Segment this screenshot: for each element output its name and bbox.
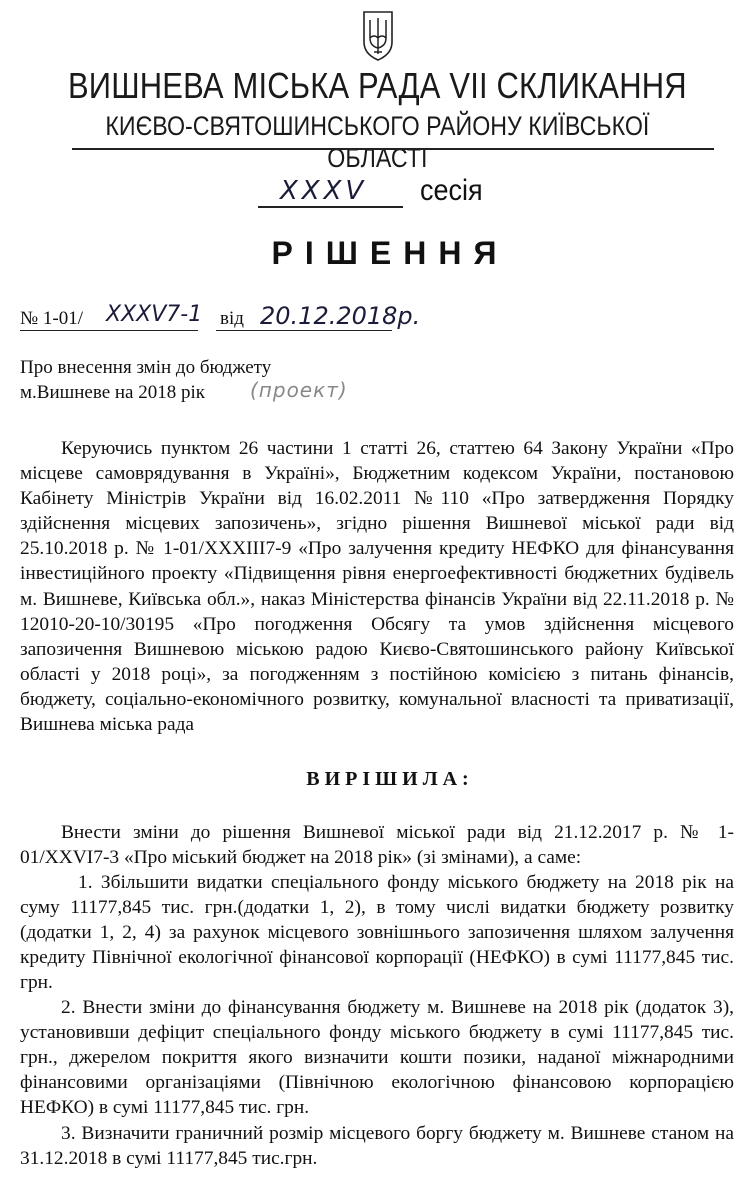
decision-title: РІШЕННЯ — [271, 235, 509, 271]
decision-number-underline — [20, 330, 198, 331]
council-title: ВИШНЕВА МІСЬКА РАДА VII СКЛИКАННЯ — [67, 65, 687, 106]
intro-paragraph: Внести зміни до рішення Вишневої міської ради від 21.12.2017 р. № 1-01/XXVI7-3 «Про міський бюджет на 2018 рік» (зі змінами), а саме: — [20, 822, 734, 869]
resolved-heading: ВИРІШИЛА: — [306, 768, 474, 790]
decision-date-underline — [216, 330, 392, 331]
decision-number-label: № 1-01/ — [20, 308, 83, 329]
decision-subject — [20, 355, 440, 405]
trident-coat-of-arms-icon — [362, 8, 394, 62]
decision-date-value: 20.12.2018р. — [260, 302, 421, 330]
decision-number-line — [20, 302, 720, 336]
decision-item-2: 2. Внести зміни до фінансування бюджету м. Вишневе на 2018 рік (додаток 3), установивши дефіцит спеціального фонду міського бюджету в сумі 11177,845 тис. грн., джерелом покриття якого визначити кошти позики, наданої міжнародними фінансовими організаціями (Північною екологічною фінансовою корпорацією НЕФКО) в сумі 11177,845 тис. грн. — [20, 997, 734, 1119]
session-number-underline — [258, 206, 403, 208]
decision-item-3: 3. Визначити граничний розмір місцевого боргу бюджету м. Вишневе станом на 31.12.2018 в сумі 11177,845 тис.грн. — [20, 1123, 734, 1170]
council-subtitle: КИЄВО-СВЯТОШИНСЬКОГО РАЙОНУ КИЇВСЬКОЇ ОБЛАСТІ — [105, 111, 650, 173]
subject-line-1: Про внесення змін до бюджету — [20, 357, 272, 378]
session-line — [258, 174, 558, 214]
decision-item-1: 1. Збільшити видатки спеціального фонду міського бюджету на 2018 рік на суму 11177,845 тис. грн.(додатки 1, 2), в тому числі видатки бюджету розвитку (додатки 1, 2, 4) за рахунок місцевого зовнішнього запозичення шляхом залучення кредиту Північної екологічної фінансової корпорації (НЕФКО) в сумі 11177,845 тис. грн. — [20, 872, 734, 994]
session-number: XXXV — [280, 176, 368, 206]
header-divider — [72, 148, 714, 150]
decision-date-label: від — [220, 308, 244, 329]
subject-line-2: м.Вишневе на 2018 рік — [20, 382, 205, 403]
decision-number-value: XXXV7-1 — [106, 302, 203, 327]
preamble-paragraph: Керуючись пунктом 26 частини 1 статті 26, статтею 64 Закону України «Про місцеве самоврядування в Україні», Бюджетним кодексом України, постановою Кабінету Міністрів України від 16.02.2011 №110 «Про затвердження Порядку здійснення місцевих запозичень», згідно рішення Вишневої міської ради від 25.10.2018 р. № 1-01/XXXIII7-9 «Про залучення кредиту НЕФКО для фінансування інвестиційного проекту «Підвищення рівня енергоефективності бюджетних будівель м. Вишневе, Київська обл.», наказ Міністерства фінансів України від 22.11.2018 р. № 12010-20-10/30195 «Про погодження Обсягу та умов здійснення місцевого запозичення Вишневою міською радою Києво-Святошинського району Київської області у 2018 році», за погодженням з постійною комісією з питань фінансів, бюджету, соціально-економічного розвитку, комунальної власності та приватизації, Вишнева міська рада — [20, 438, 734, 736]
handwritten-note: (проект) — [250, 378, 348, 402]
session-word: сесія — [420, 174, 483, 207]
